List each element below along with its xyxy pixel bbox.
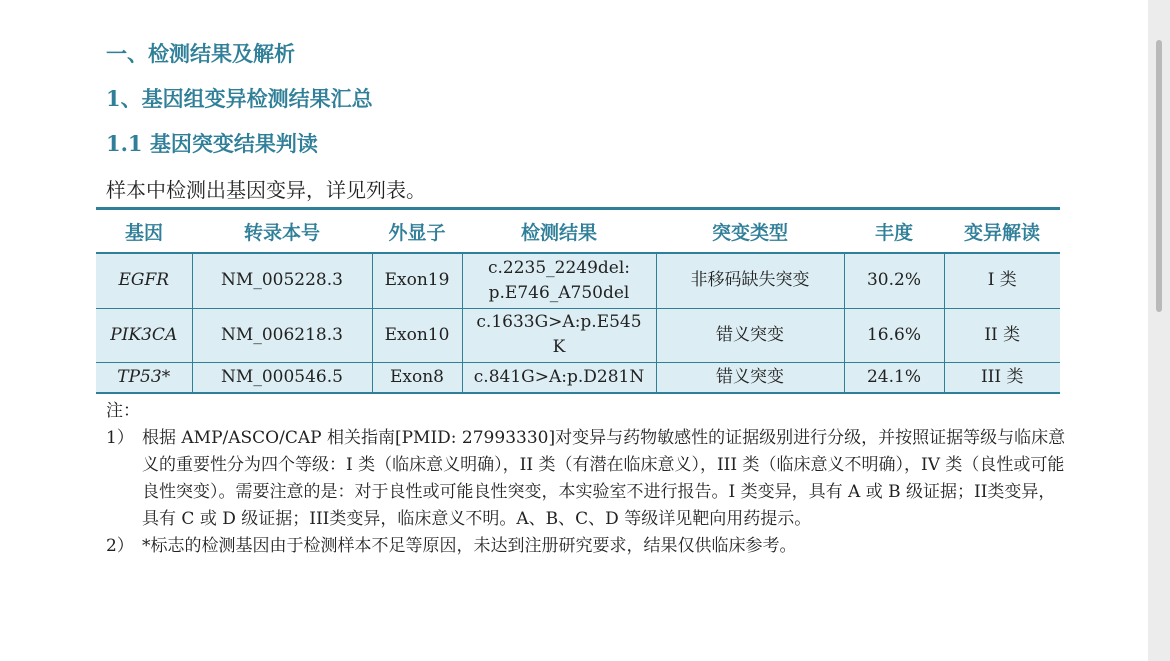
cell-mutation-type: 非移码缺失突变 [656,253,844,308]
cell-mutation-type: 错义突变 [656,362,844,393]
table-row [96,253,1060,308]
cell-transcript: NM_005228.3 [192,253,372,308]
header-result: 检测结果 [462,209,656,254]
note-text: 根据 AMP/ASCO/CAP 相关指南[PMID: 27993330]对变异与药物敏感性的证据级别进行分级，并按照证据等级与临床意义的重要性分为四个等级：I 类（临床意义明确），II 类（有潜在临床意义），III 类（临床意义不明确），IV 类（良性或可能良性突变）。需要注意的是：对于良性或可能良性突变，本实验室不进行报告。I 类变异，具有 A 或 B 级证据；II类变异，具有 C 或 D 级证据；III类变异，临床意义不明。A、B、C、D 等级详见靶向用药提示。 [142,428,1066,529]
cell-exon: Exon8 [372,362,462,393]
intro-text: 样本中检测出基因变异，详见列表。 [106,178,426,202]
vertical-scrollbar[interactable] [1148,0,1170,661]
cell-result [462,308,656,362]
cell-gene: PIK3CA [96,308,192,362]
cell-result [462,253,656,308]
table-row [96,362,1060,393]
cell-mutation-type: 错义突变 [656,308,844,362]
cell-exon: Exon10 [372,308,462,362]
header-exon: 外显子 [372,209,462,254]
cell-result-line2: K [552,337,566,357]
notes-title: 注： [106,401,140,421]
cell-abundance: 30.2% [844,253,944,308]
cell-gene: TP53* [96,362,192,393]
cell-result-line1: c.2235_2249del: [487,257,631,278]
cell-gene: EGFR [96,253,192,308]
note-item [106,425,1066,533]
note-item [106,533,1066,560]
note-number: 1） [106,428,134,448]
cell-transcript: NM_006218.3 [192,308,372,362]
scrollbar-thumb[interactable] [1156,40,1162,312]
header-transcript: 转录本号 [192,209,372,254]
subsection-heading: 1、基因组变异检测结果汇总 [106,86,373,111]
cell-exon: Exon19 [372,253,462,308]
cell-result-line2: p.E746_A750del [488,282,630,303]
mutation-results-table [96,207,1060,394]
table-header-row [96,209,1060,254]
note-text: *标志的检测基因由于检测样本不足等原因，未达到注册研究要求，结果仅供临床参考。 [142,536,797,556]
cell-abundance: 24.1% [844,362,944,393]
header-mutation-type: 突变类型 [656,209,844,254]
cell-abundance: 16.6% [844,308,944,362]
cell-interpretation: III 类 [944,362,1060,393]
cell-result: c.841G>A:p.D281N [462,362,656,393]
cell-interpretation: I 类 [944,253,1060,308]
cell-interpretation: II 类 [944,308,1060,362]
header-abundance: 丰度 [844,209,944,254]
sub-subsection-heading: 1.1 基因突变结果判读 [106,131,318,156]
cell-result-line1: c.1633G>A:p.E545 [476,312,642,332]
notes-section [106,398,1066,560]
note-number: 2） [106,536,134,556]
header-interpretation: 变异解读 [944,209,1060,254]
cell-transcript: NM_000546.5 [192,362,372,393]
table-row [96,308,1060,362]
header-gene: 基因 [96,209,192,254]
section-heading: 一、检测结果及解析 [106,41,295,66]
